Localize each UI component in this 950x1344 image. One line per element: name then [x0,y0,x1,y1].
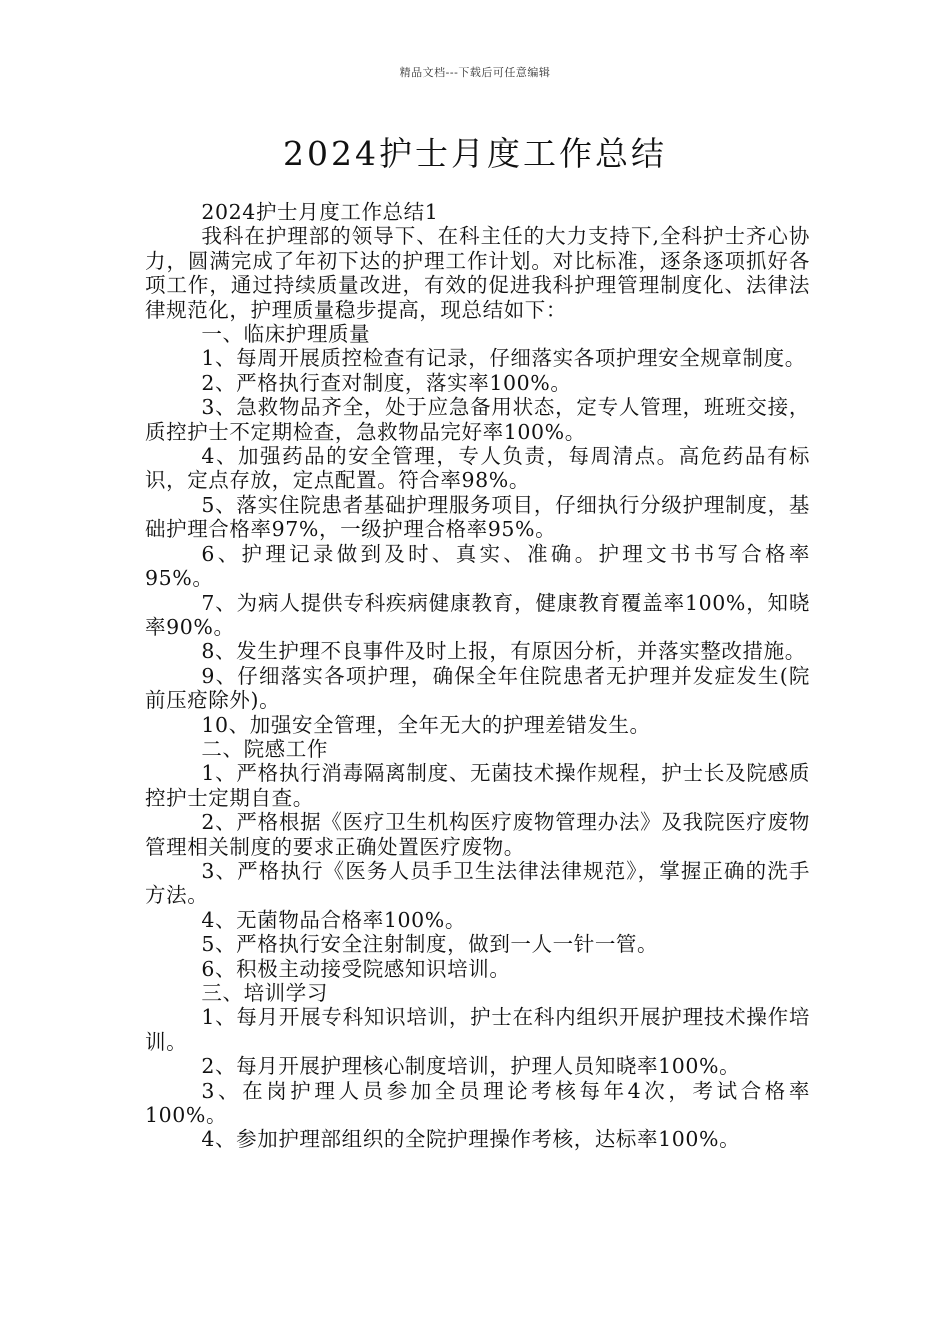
section-heading-training: 三、培训学习 [201,981,328,1005]
section-heading-clinical: 一、临床护理质量 [201,322,371,347]
section-heading-infection: 二、院感工作 [201,736,328,761]
list-item: 10、加强安全管理，全年无大的护理差错发生。 [201,712,651,737]
list-item: 4、无菌物品合格率100%。 [201,907,466,932]
list-item: 8、发生护理不良事件及时上报，有原因分析，并落实整改措施。 [201,639,806,664]
list-item: 6、积极主动接受院感知识培训。 [201,956,511,981]
subtitle-paragraph: 2024护士月度工作总结1 [201,200,439,224]
list-item: 6、护理记录做到及时、真实、准确。护理文书书写合格率95%。 [145,541,810,591]
list-item: 3、急救物品齐全，处于应急备用状态，定专人管理，班班交接，质控护士不定期检查，急救物品完好率100%。 [145,395,810,444]
intro-paragraph: 我科在护理部的领导下、在科主任的大力支持下,全科护士齐心协力，圆满完成了年初下达的护理工作计划。对比标准，逐条逐项抓好各项工作，通过持续质量改进，有效的促进我科护理管理制度化、法律法律规范化，护理质量稳步提高，现总结如下： [145,224,810,322]
list-item: 9、仔细落实各项护理，确保全年住院患者无护理并发症发生(院前压疮除外)。 [145,663,810,713]
page-header-watermark: 精品文档---下载后可任意编辑 [399,66,551,79]
list-item: 7、为病人提供专科疾病健康教育，健康教育覆盖率100%，知晓率90%。 [145,590,810,639]
list-item: 3、在岗护理人员参加全员理论考核每年4次，考试合格率100%。 [145,1078,810,1128]
list-item: 2、每月开展护理核心制度培训，护理人员知晓率100%。 [201,1054,741,1079]
list-item: 2、严格根据《医疗卫生机构医疗废物管理办法》及我院医疗废物管理相关制度的要求正确处置医疗废物。 [145,810,810,859]
document-title: 2024护士月度工作总结 [283,134,667,173]
list-item: 4、参加护理部组织的全院护理操作考核，达标率100%。 [201,1127,741,1152]
list-item: 2、严格执行查对制度，落实率100%。 [201,370,572,395]
list-item: 1、严格执行消毒隔离制度、无菌技术操作规程，护士长及院感质控护士定期自查。 [145,761,810,810]
list-item: 1、每月开展专科知识培训，护士在科内组织开展护理技术操作培训。 [145,1005,810,1054]
list-item: 1、每周开展质控检查有记录，仔细落实各项护理安全规章制度。 [201,346,806,371]
list-item: 4、加强药品的安全管理，专人负责，每周清点。高危药品有标识，定点存放，定点配置。符合率98%。 [145,444,810,493]
document-body [145,200,810,1152]
list-item: 3、严格执行《医务人员手卫生法律法律规范》，掌握正确的洗手方法。 [145,858,810,908]
list-item: 5、严格执行安全注射制度，做到一人一针一管。 [201,932,659,957]
list-item: 5、落实住院患者基础护理服务项目，仔细执行分级护理制度，基础护理合格率97%，一级护理合格率95%。 [145,492,810,542]
